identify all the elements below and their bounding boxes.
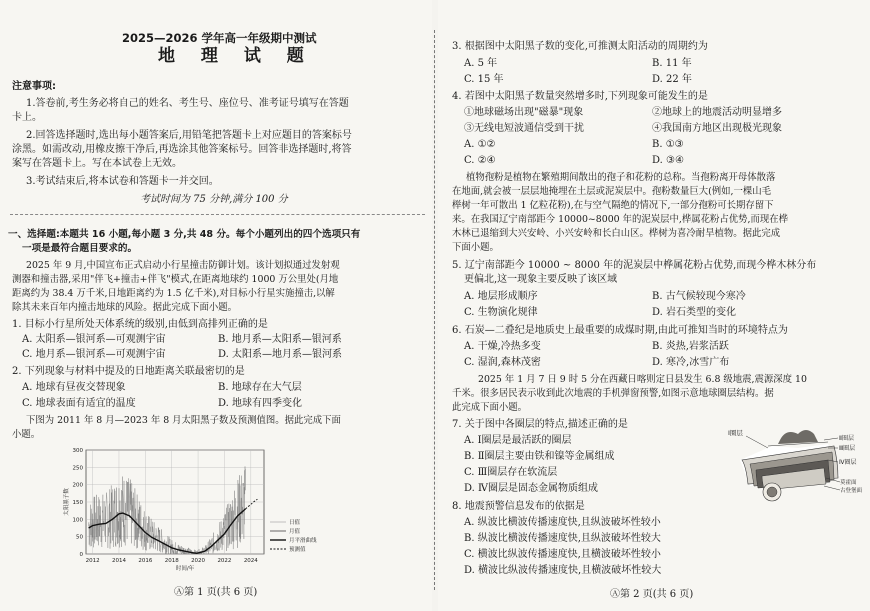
q8-option-c[interactable]: C. 横波比纵波传播速度快,且横波破坏性较小 <box>464 549 661 560</box>
chart-intro: 小题。 <box>12 429 41 440</box>
layer-label-3: Ⅲ圈层 <box>839 445 856 452</box>
legend-label: 月值 <box>289 529 301 535</box>
q2-option-b[interactable]: B. 地球存在大气层 <box>218 382 302 393</box>
exam-time: 考试时间为 75 分钟,满分 100 分 <box>140 194 288 205</box>
section-heading: 一项是最符合题目要求的。 <box>22 243 138 254</box>
q3-option-b[interactable]: B. 11 年 <box>652 58 692 69</box>
y-tick-label: 250 <box>72 465 83 472</box>
y-tick-label: 300 <box>72 448 83 454</box>
exam-page-2 <box>438 0 870 611</box>
question-2-stem: 2. 下列现象与材料中提及的日地距离关联最密切的是 <box>12 366 245 377</box>
q3-option-d[interactable]: D. 22 年 <box>652 74 692 85</box>
layer-label-2: Ⅱ圈层 <box>839 435 854 442</box>
layer-label-4: Ⅳ圈层 <box>839 459 857 466</box>
q7-option-b[interactable]: B. Ⅱ圈层主要由铁和镍等金属组成 <box>464 451 615 462</box>
q8-option-b[interactable]: B. 纵波比横波传播速度快,且纵波破坏性较大 <box>464 533 661 544</box>
exam-subject: 地 理 试 题 <box>158 46 314 66</box>
q3-option-c[interactable]: C. 15 年 <box>464 74 504 85</box>
sunspot-chart <box>60 444 350 578</box>
legend-label: 日值 <box>289 520 301 526</box>
notice-line: 涂黑。如需改动,用橡皮擦干净后,再选涂其他答案标号。回答非选择题时,将答 <box>12 144 352 155</box>
q5-option-d[interactable]: D. 岩石类型的变化 <box>652 307 737 318</box>
passage-line: 在地面,就会被一层层地掩埋在土层或泥炭层中。孢粉数量巨大(例如,一棵山毛 <box>452 186 771 197</box>
q5-option-c[interactable]: C. 生物演化规律 <box>464 307 538 318</box>
q2-option-a[interactable]: A. 地球有昼夜交替现象 <box>22 382 126 393</box>
q5-option-a[interactable]: A. 地层形成顺序 <box>464 291 538 302</box>
earth-layers-figure <box>728 426 866 506</box>
q2-option-d[interactable]: D. 地球有四季变化 <box>218 398 303 409</box>
notice-line: 卡上。 <box>12 112 42 123</box>
passage-line: 除其未来百年内撞击地球的风险。据此完成下面小题。 <box>12 302 238 313</box>
q4-item: ①地球磁场出现"磁暴"现象 <box>464 107 584 118</box>
q8-option-d[interactable]: D. 横波比纵波传播速度快,且横波破坏性较大 <box>464 565 662 576</box>
passage-line: 下面小题。 <box>452 242 499 253</box>
q6-option-c[interactable]: C. 湿润,森林茂密 <box>464 357 541 368</box>
q4-option-c[interactable]: C. ②④ <box>464 155 496 166</box>
legend-label: 预测值 <box>289 547 306 553</box>
question-6-stem: 6. 石炭—二叠纪是地质史上最重要的成煤时期,由此可推知当时的环境特点为 <box>452 325 788 336</box>
question-5-stem: 5. 辽宁南部距今 10000 ~ 8000 年的泥炭层中桦属花粉占优势,而现今桦木林分布 <box>452 260 817 271</box>
notice-line: 3.考试结束后,将本试卷和答题卡一并交回。 <box>26 176 219 187</box>
passage-line: 植物孢粉是植物在繁殖期间散出的孢子和花粉的总称。当孢粉离开母体散落 <box>466 172 776 183</box>
layer-label-1: Ⅰ圈层 <box>728 429 743 437</box>
passage-line: 此完成下面小题。 <box>452 402 528 413</box>
notice-heading: 注意事项: <box>12 81 56 92</box>
y-tick-label: 50 <box>76 534 83 541</box>
moho-label: 莫霍面 <box>840 480 857 486</box>
notice-line: 1.答卷前,考生务必将自己的姓名、考生号、座位号、准考证号填写在答题 <box>26 98 349 109</box>
q7-option-d[interactable]: D. Ⅳ圈层是固态金属物质组成 <box>464 483 599 494</box>
x-tick-label: 2020 <box>191 558 206 564</box>
x-tick-label: 2012 <box>85 558 100 564</box>
passage-line: 木林已退缩到大兴安岭、小兴安岭和长白山区。桦树为喜冷耐旱植物。据此完成 <box>452 228 781 239</box>
y-axis-label: 太阳黑子数 <box>64 488 70 516</box>
gutenberg-label: 古登堡面 <box>840 488 863 494</box>
q4-item: ②地球上的地震活动明显增多 <box>652 107 782 118</box>
question-7-stem: 7. 关于图中各圈层的特点,描述正确的是 <box>452 419 628 430</box>
x-tick-label: 2014 <box>111 558 126 564</box>
daily-values-line <box>89 466 246 554</box>
q5-option-b[interactable]: B. 古气候较现今寒冷 <box>652 291 746 302</box>
separator <box>10 214 425 215</box>
q1-option-d[interactable]: D. 太阳系—地月系—银河系 <box>218 349 343 360</box>
x-axis-label: 时间/年 <box>175 566 195 572</box>
x-tick-label: 2018 <box>164 558 179 564</box>
question-5-stem: 更偏北,这一现象主要反映了该区域 <box>464 274 618 285</box>
passage-line: 来。在我国辽宁南部距今 10000~8000 年的泥炭层中,桦属花粉占优势,而现在桦 <box>452 214 788 225</box>
notice-line: 2.回答选择题时,选出每小题答案后,用铅笔把答题卡上对应题目的答案标号 <box>26 130 352 141</box>
passage-line: 千米。很多居民表示收到此次地震的手机弹窗预警,如图示意地球圈层结构。据 <box>452 388 774 399</box>
q4-option-b[interactable]: B. ①③ <box>652 139 684 150</box>
y-tick-label: 200 <box>72 482 83 489</box>
y-tick-label: 0 <box>79 552 83 558</box>
passage-line: 2025 年 1 月 7 日 9 时 5 分在西藏日喀则定日县发生 6.8 级地震,震源深度 10 <box>478 374 807 385</box>
q7-option-c[interactable]: C. Ⅲ圈层存在软流层 <box>464 467 558 478</box>
page-footer: Ⓐ第 2 页(共 6 页) <box>610 589 694 600</box>
passage-line: 距离约为 38.4 万千米,日地距离约为 1.5 亿千米),对目标小行星实施撞击,以解 <box>12 288 335 299</box>
notice-line: 案写在答题卡上。写在本试卷上无效。 <box>12 158 182 169</box>
question-8-stem: 8. 地震预警信息发布的依据是 <box>452 501 585 512</box>
question-3-stem: 3. 根据图中太阳黑子数的变化,可推测太阳活动的周期约为 <box>452 41 708 52</box>
x-tick-label: 2016 <box>138 558 153 564</box>
q2-option-c[interactable]: C. 地球表面有适宜的温度 <box>22 398 136 409</box>
q6-option-a[interactable]: A. 干燥,冷热多变 <box>464 341 541 352</box>
page-footer: Ⓐ第 1 页(共 6 页) <box>174 587 258 598</box>
x-tick-label: 2022 <box>217 558 232 564</box>
q4-option-a[interactable]: A. ①② <box>464 139 496 150</box>
y-tick-label: 100 <box>72 517 83 524</box>
q1-option-c[interactable]: C. 地月系—银河系—可观测宇宙 <box>22 349 166 360</box>
q3-option-a[interactable]: A. 5 年 <box>464 58 498 69</box>
y-tick-label: 150 <box>72 500 83 506</box>
exam-page-1 <box>0 0 432 611</box>
passage-line: 测器和撞击器,采用"伴飞+撞击+伴飞"模式,在距离地球约 1000 万公里处(月地 <box>12 274 339 285</box>
q6-option-b[interactable]: B. 炎热,岩浆活跃 <box>652 341 729 352</box>
exam-title: 2025—2026 学年高一年级期中测试 <box>122 31 317 45</box>
q6-option-d[interactable]: D. 寒冷,冰雪广布 <box>652 357 730 368</box>
q4-option-d[interactable]: D. ③④ <box>652 155 684 166</box>
legend-label: 月平滑曲线 <box>289 538 317 544</box>
forecast-line <box>246 499 258 509</box>
question-1-stem: 1. 目标小行星所处天体系统的级别,由低到高排列正确的是 <box>12 319 268 330</box>
chart-intro: 下图为 2011 年 8 月—2023 年 8 月太阳黑子数及预测值图。据此完成下面 <box>26 415 341 426</box>
question-4-stem: 4. 若图中太阳黑子数量突然增多时,下列现象可能发生的是 <box>452 91 708 102</box>
page-divider <box>434 30 435 590</box>
passage-line: 榉树一年可散出 1 亿粒花粉),在与空气隔绝的情况下,一部分孢粉可长期存留下 <box>452 200 774 211</box>
q4-item: ③无线电短波通信受到干扰 <box>464 123 584 134</box>
passage-line: 2025 年 9 月,中国宣布正式启动小行星撞击防御计划。该计划拟通过发射观 <box>26 260 340 271</box>
q4-item: ④我国南方地区出现极光现象 <box>652 123 782 134</box>
q8-option-a[interactable]: A. 纵波比横波传播速度快,且纵波破坏性较小 <box>464 517 661 528</box>
q1-option-b[interactable]: B. 地月系—太阳系—银河系 <box>218 334 342 345</box>
q7-option-a[interactable]: A. Ⅰ圈层是最活跃的圈层 <box>464 435 572 446</box>
x-tick-label: 2024 <box>243 558 258 564</box>
q1-option-a[interactable]: A. 太阳系—银河系—可观测宇宙 <box>22 334 166 345</box>
section-heading: 一、选择题:本题共 16 小题,每小题 3 分,共 48 分。每个小题列出的四个选项只有 <box>8 229 361 240</box>
